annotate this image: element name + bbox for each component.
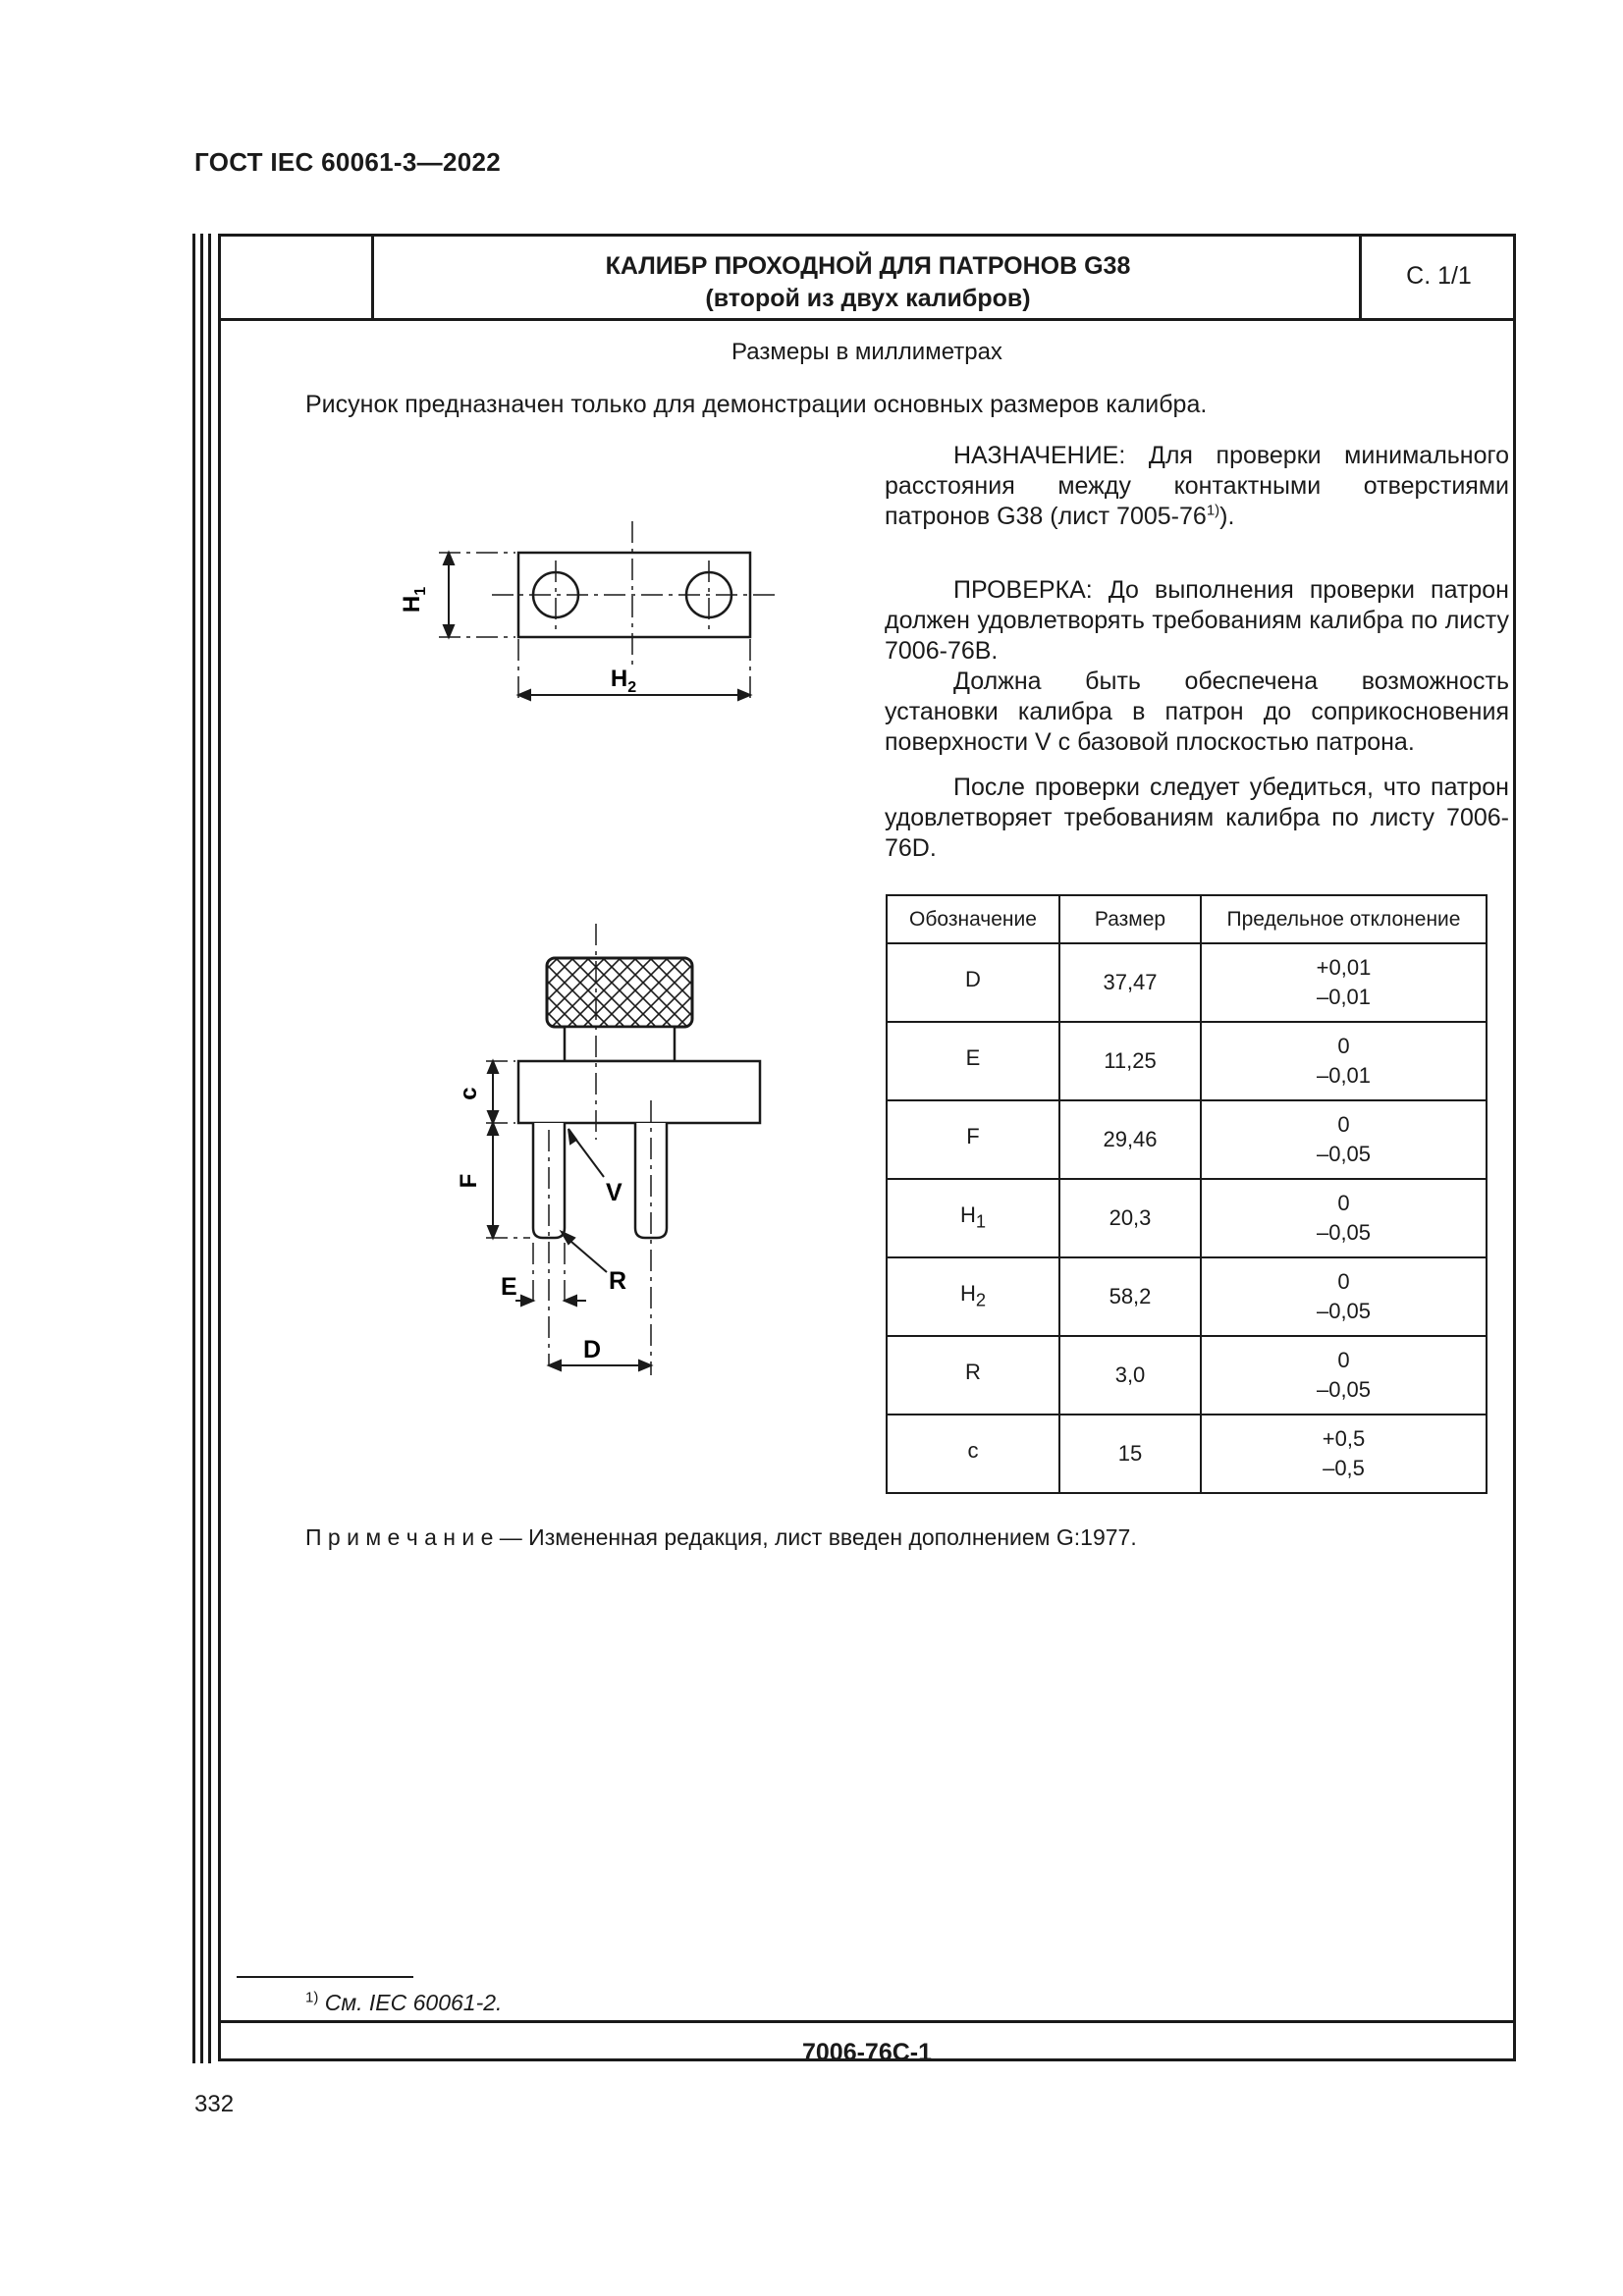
title-divider — [221, 318, 1513, 321]
figure-note: Рисунок предназначен только для демонстрации основных размеров калибра. — [305, 391, 1208, 418]
table-cell-size: 37,47 — [1059, 943, 1201, 1022]
table-cell-deviation: 0 –0,05 — [1201, 1257, 1487, 1336]
label-h1: $H_1$ — [399, 586, 429, 614]
table-row — [887, 1100, 1487, 1179]
table-cell-size: 58,2 — [1059, 1257, 1201, 1336]
table-cell-size: 20,3 — [1059, 1179, 1201, 1257]
gauge-top-view — [329, 502, 839, 708]
footnote-text: См. IEC 60061-2. — [318, 1990, 503, 2015]
footnote-separator — [237, 1976, 413, 1978]
footer-divider — [221, 2020, 1513, 2023]
gauge-side-view — [329, 904, 839, 1415]
table-cell-deviation: 0 –0,05 — [1201, 1336, 1487, 1415]
table-row — [887, 1336, 1487, 1415]
margin-rule — [208, 234, 211, 2063]
purpose-end: ). — [1219, 503, 1235, 530]
sheet-title-line2: (второй из двух калибров) — [705, 285, 1031, 312]
label-f: F — [456, 1173, 482, 1189]
check-paragraph-3: После проверки следует убедиться, что патрон удовлетворяет требованиям калибра по листу 7006-76D. — [885, 774, 1509, 862]
label-e: E — [501, 1273, 517, 1301]
table-cell-deviation: +0,5 –0,5 — [1201, 1415, 1487, 1493]
label-v: V — [606, 1179, 622, 1206]
dimensions-table — [886, 894, 1488, 1494]
table-header-row — [887, 895, 1487, 943]
table-cell-symbol: E — [887, 1022, 1059, 1100]
sheet-title-line1: КАЛИБР ПРОХОДНОЙ ДЛЯ ПАТРОНОВ G38 — [605, 252, 1131, 280]
table-cell-symbol: D — [887, 943, 1059, 1022]
table-cell-deviation: +0,01 –0,01 — [1201, 943, 1487, 1022]
sheet-number: С. 1/1 — [1406, 262, 1472, 290]
check-paragraph-2: Должна быть обеспечена возможность установки калибра в патрон до соприкосновения поверхности V с базовой плоскостью патрона. — [885, 667, 1509, 756]
table-cell-symbol: $H_2$ — [887, 1257, 1059, 1336]
table-cell-symbol: $H_1$ — [887, 1179, 1059, 1257]
label-h2: $H_2$ — [610, 666, 637, 696]
remark-note: П р и м е ч а н и е — Измененная редакция, лист введен дополнением G:1977. — [305, 1524, 1137, 1550]
table-header: Размер — [1059, 895, 1201, 943]
table-cell-size: 3,0 — [1059, 1336, 1201, 1415]
table-cell-deviation: 0 –0,05 — [1201, 1100, 1487, 1179]
table-row — [887, 1022, 1487, 1100]
page-number: 332 — [194, 2091, 235, 2117]
margin-rule — [200, 234, 203, 2063]
purpose-text: НАЗНАЧЕНИЕ: Для проверки минимального расстояния между контактными отверстиями патронов G38 (лист 7005-76 — [885, 442, 1509, 530]
table-cell-size: 15 — [1059, 1415, 1201, 1493]
footnote-ref: 1) — [1206, 502, 1220, 519]
table-row — [887, 1257, 1487, 1336]
table-cell-size: 11,25 — [1059, 1022, 1201, 1100]
table-row — [887, 1179, 1487, 1257]
dimensions-note: Размеры в миллиметрах — [731, 339, 1002, 365]
table-cell-size: 29,46 — [1059, 1100, 1201, 1179]
table-cell-deviation: 0 –0,05 — [1201, 1179, 1487, 1257]
table-cell-symbol: F — [887, 1100, 1059, 1179]
table-cell-symbol: c — [887, 1415, 1059, 1493]
gauge-body — [518, 1061, 760, 1123]
knurled-handle — [547, 958, 692, 1027]
footnote — [305, 1990, 502, 2016]
footnote-mark: 1) — [305, 1989, 319, 2006]
document-header: ГОСТ IEC 60061-3—2022 — [194, 147, 501, 177]
sheet-title — [374, 250, 1362, 315]
purpose-paragraph — [885, 441, 1509, 532]
sheet-frame — [218, 234, 1516, 2066]
table-cell-symbol: R — [887, 1336, 1059, 1415]
table-row — [887, 1415, 1487, 1493]
label-c: c — [456, 1087, 482, 1100]
table-cell-deviation: 0 –0,01 — [1201, 1022, 1487, 1100]
table-header: Обозначение — [887, 895, 1059, 943]
stem — [565, 1027, 675, 1061]
margin-rule — [192, 234, 195, 2063]
table-header: Предельное отклонение — [1201, 895, 1487, 943]
label-r: R — [609, 1267, 627, 1295]
label-d: D — [582, 1336, 602, 1363]
sheet-code: 7006-76C-1 — [801, 2039, 933, 2066]
table-row — [887, 943, 1487, 1022]
check-paragraph: ПРОВЕРКА: До выполнения проверки патрон должен удовлетворять требованиям калибра по листу 7006-76B. — [885, 576, 1509, 665]
